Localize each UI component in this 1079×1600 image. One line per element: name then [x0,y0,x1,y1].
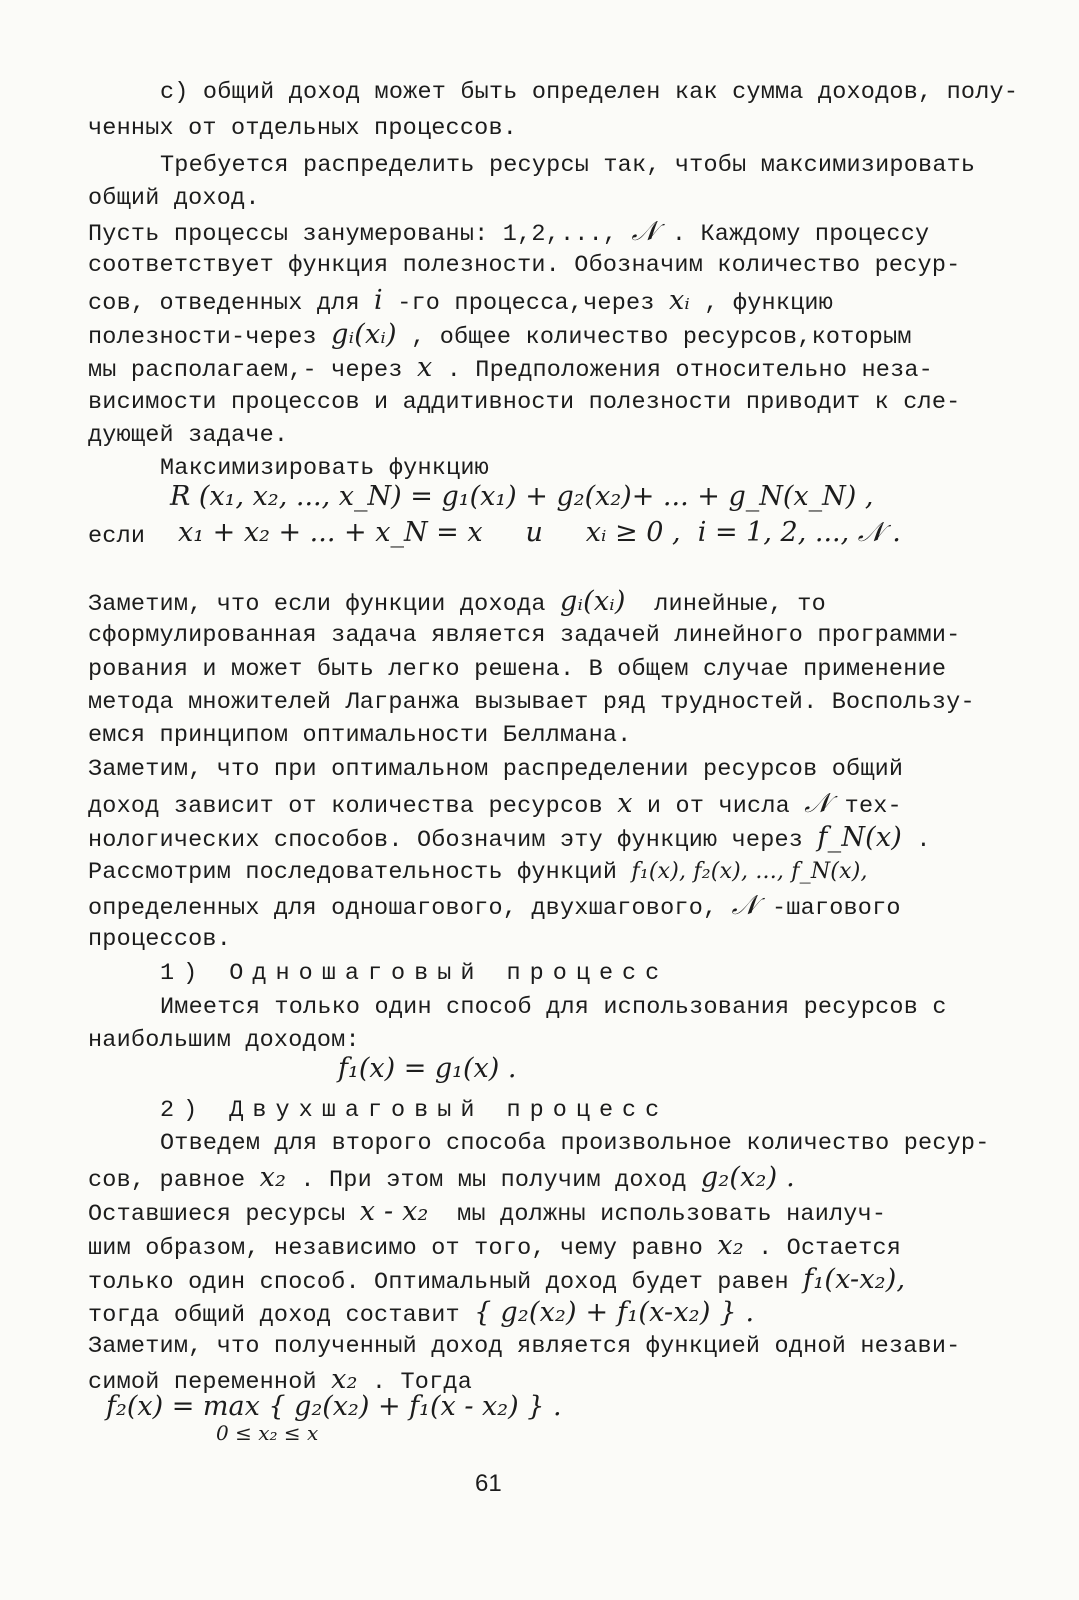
equation-two-step: f₂(x) = max { g₂(x₂) + f₁(x - x₂) } . [106,1391,562,1422]
text-line: метода множителей Лагранжа вызывает ряд трудностей. Воспользу- [88,689,975,716]
text-line: полезности-через gᵢ(xᵢ) , общее количество ресурсов,которым [88,319,912,351]
equation-one-step: f₁(x) = g₁(x) . [338,1053,517,1084]
text-line: сов, равное x₂ . При этом мы получим доход g₂(x₂) . [88,1162,795,1194]
text-line: нологических способов. Обозначим эту функцию через f_N(x) . [88,822,931,854]
text-line: Отведем для второго способа произвольное количество ресур- [160,1130,990,1157]
text-line: определенных для одношагового, двухшагового, 𝒩 -шагового [88,890,901,922]
text-line: с) общий доход может быть определен как сумма доходов, полу- [160,79,1019,106]
page-number: 61 [475,1470,502,1497]
text-line: Оставшиеся ресурсы x - x₂ мы должны использовать наилуч- [88,1196,887,1228]
text-line: Заметим, что если функции дохода gᵢ(xᵢ) линейные, то [88,586,826,618]
text-line: Имеется только один способ для использования ресурсов с [160,994,947,1021]
section-heading-two-step: 2) Двухшаговый процесс [160,1097,669,1124]
text-line: рования и может быть легко решена. В общем случае применение [88,656,947,683]
text-line: Требуется распределить ресурсы так, чтобы максимизировать [160,152,976,179]
text-line: процессов. [88,926,232,953]
section-heading-one-step: 1) Одношаговый процесс [160,960,669,987]
text-line: висимости процессов и аддитивности полезности приводит к сле- [88,389,961,416]
text-line: общий доход. [88,185,260,212]
text-line: ченных от отдельных процессов. [88,115,518,142]
text-line: Максимизировать функцию [160,455,489,482]
text-line: шим образом, независимо от того, чему равно x₂ . Остается [88,1230,902,1262]
equation-constraints: x₁ + x₂ + ... + x_N = x и xᵢ ≥ 0 , i = 1, 2, ..., 𝒩 . [178,517,901,548]
text-line: Заметим, что при оптимальном распределении ресурсов общий [88,756,904,783]
text-line: только один способ. Оптимальный доход будет равен f₁(x-x₂), [88,1264,906,1296]
text-line: Заметим, что полученный доход является функцией одной незави- [88,1333,961,1360]
text-line: наибольшим доходом: [88,1027,360,1054]
text-line: соответствует функция полезности. Обозначим количество ресур- [88,252,961,279]
text-line: емся принципом оптимальности Беллмана. [88,722,632,749]
text-line: сформулированная задача является задачей линейного программи- [88,622,961,649]
text-line: Пусть процессы занумерованы: 1,2,..., 𝒩 . Каждому процессу [88,216,930,248]
text-line: симой переменной x₂ . Тогда [88,1364,473,1396]
text-line: дующей задаче. [88,422,289,449]
text-line: если [88,523,146,550]
text-line: тогда общий доход составит { g₂(x₂) + f₁(x-x₂) } . [88,1297,755,1329]
text-line: доход зависит от количества ресурсов x и от числа 𝒩 тех- [88,788,902,820]
text-line: Рассмотрим последовательность функций f₁(x), f₂(x), ..., f_N(x), [88,859,868,886]
text-line: сов, отведенных для i -го процесса,через xᵢ , функцию [88,285,834,317]
text-line: мы располагаем,- через x . Предположения относительно неза- [88,352,933,384]
equation-two-step-range: 0 ≤ x₂ ≤ x [216,1421,319,1445]
equation-objective: R (x₁, x₂, ..., x_N) = g₁(x₁) + g₂(x₂)+ ... + g_N(x_N) , [170,481,874,512]
